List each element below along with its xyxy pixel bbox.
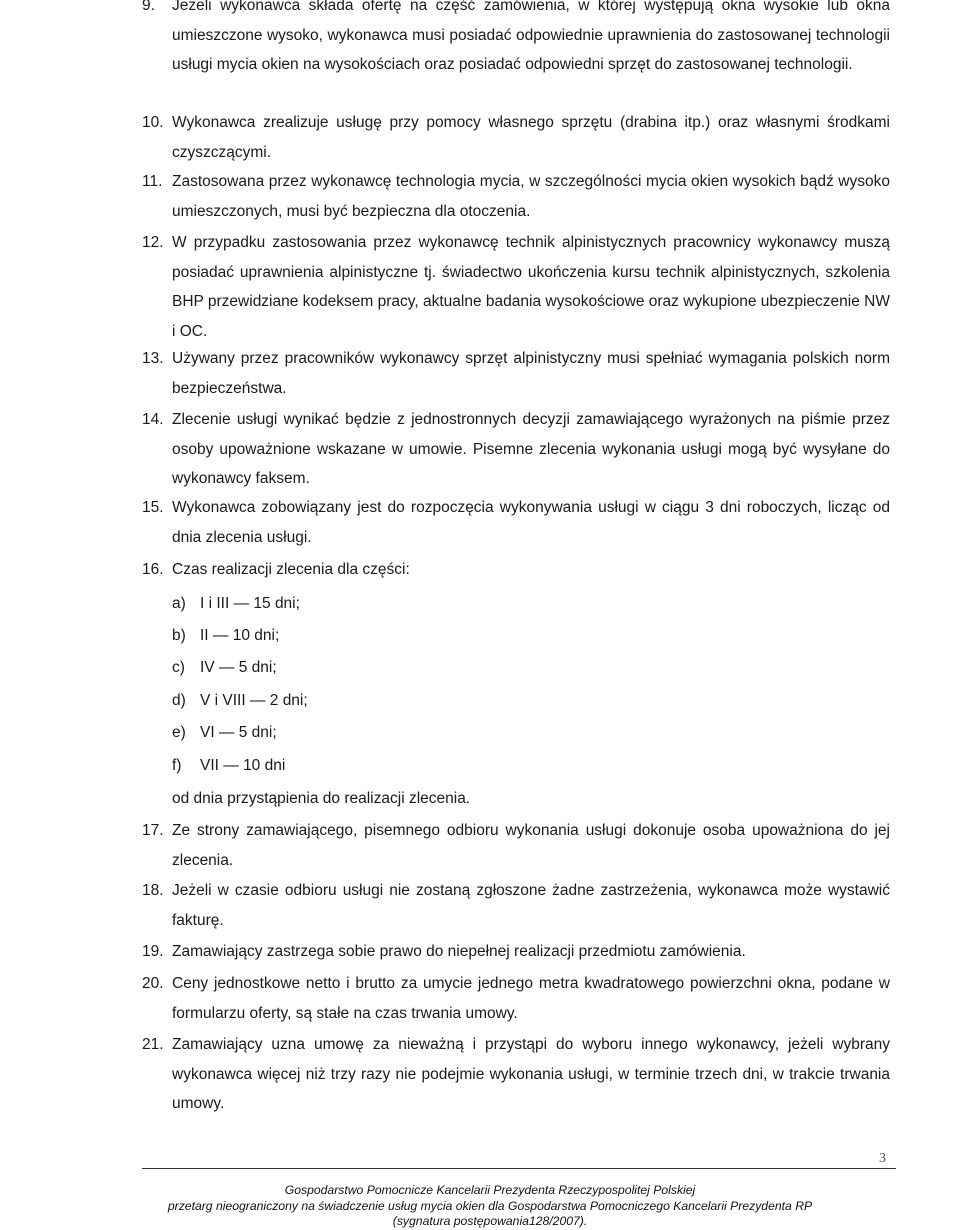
list-item-16	[142, 555, 890, 585]
sublist-item-e	[172, 718, 277, 748]
item-number: 17.	[142, 822, 164, 839]
item-text: Zastosowana przez wykonawcę technologia mycia, w szczególności mycia okien wysokich bądź wysoko umieszczonych, musi być bezpieczna dla otoczenia.	[172, 173, 890, 220]
item-text: Używany przez pracowników wykonawcy sprzęt alpinistyczny musi spełniać wymagania polskich norm bezpieczeństwa.	[172, 350, 890, 397]
list-item-20	[142, 969, 890, 1028]
item-text: Jeżeli wykonawca składa ofertę na część zamówienia, w której występują okna wysokie lub okna umieszczone wysoko, wykonawca musi posiadać odpowiednie uprawnienia do zastosowanej technologii usługi mycia okien na wysokościach oraz posiadać odpowiedni sprzęt do zastosowanej technologii.	[172, 0, 890, 74]
item-text: Ze strony zamawiającego, pisemnego odbioru wykonania usługi dokonuje osoba upoważniona do jej zlecenia.	[172, 822, 890, 869]
item-text: Wykonawca zobowiązany jest do rozpoczęcia wykonywania usługi w ciągu 3 dni roboczych, licząc od dnia zlecenia usługi.	[172, 499, 890, 546]
item-text: Zlecenie usługi wynikać będzie z jednostronnych decyzji zamawiającego wyrażonych na piśmie przez osoby upoważnione wskazane w umowie. Pisemne zlecenia wykonania usługi mogą być wysyłane do wykonawcy faksem.	[172, 411, 890, 488]
sublist-letter: b)	[172, 627, 186, 644]
item-text: Zamawiający uzna umowę za nieważną i przystąpi do wyboru innego wykonawcy, jeżeli wybrany wykonawca więcej niż trzy razy nie podejmie wykonania usługi, w terminie trzech dni, w trakcie trwania umowy.	[172, 1036, 890, 1113]
item-number: 9.	[142, 0, 155, 14]
list-item-14	[142, 405, 890, 494]
list-item-18	[142, 876, 890, 935]
sublist-text: I i III — 15 dni;	[200, 595, 300, 612]
item-number: 15.	[142, 499, 164, 516]
list-item-21	[142, 1030, 890, 1119]
item-number: 20.	[142, 975, 164, 992]
sublist-letter: f)	[172, 757, 182, 774]
footer-line-tender: przetarg nieograniczony na świadczenie usług mycia okien dla Gospodarstwa Pomocniczego Kancelarii Prezydenta RP	[167, 1198, 813, 1213]
sublist-text: IV — 5 dni;	[200, 659, 277, 676]
sublist-item-c	[172, 653, 277, 683]
item-text: W przypadku zastosowania przez wykonawcę technik alpinistycznych pracownicy wykonawcy muszą posiadać uprawnienia alpinistyczne tj. świadectwo ukończenia kursu technik alpinistycznych, szkolenia BHP przewidziane kodeksem pracy, aktualne badania wysokościowe oraz wykupione ubezpieczenie NW i OC.	[172, 234, 890, 340]
item-number: 19.	[142, 943, 164, 960]
sublist-text: V i VIII — 2 dni;	[200, 692, 308, 709]
list-item-17	[142, 816, 890, 875]
item-number: 12.	[142, 234, 164, 251]
item-number: 16.	[142, 561, 164, 578]
sublist-item-f	[172, 751, 285, 781]
item-text: Ceny jednostkowe netto i brutto za umycie jednego metra kwadratowego powierzchni okna, podane w formularzu oferty, są stałe na czas trwania umowy.	[172, 975, 890, 1022]
item-number: 13.	[142, 350, 164, 367]
footer-divider	[142, 1168, 896, 1169]
item-text: Wykonawca zrealizuje usługę przy pomocy własnego sprzętu (drabina itp.) oraz własnymi środkami czyszczącymi.	[172, 114, 890, 161]
page-number: 3	[879, 1151, 886, 1166]
item-number: 18.	[142, 882, 164, 899]
page-footer	[130, 1183, 850, 1230]
sublist-text: II — 10 dni;	[200, 627, 280, 644]
sublist-text: VI — 5 dni;	[200, 724, 277, 741]
list-item-19	[142, 937, 890, 967]
sublist-letter: c)	[172, 659, 185, 676]
sublist-item-b	[172, 621, 279, 651]
sublist-letter: a)	[172, 595, 186, 612]
sublist-text: VII — 10 dni	[200, 757, 286, 774]
footer-line-organization: Gospodarstwo Pomocnicze Kancelarii Prezydenta Rzeczypospolitej Polskiej	[284, 1183, 696, 1197]
list-item-13	[142, 344, 890, 403]
item-number: 14.	[142, 411, 164, 428]
item-number: 11.	[142, 173, 163, 190]
list-item-10	[142, 108, 890, 167]
list-item-15	[142, 493, 890, 552]
item-number: 21.	[142, 1036, 164, 1053]
sublist-letter: e)	[172, 724, 186, 741]
item-text: Zamawiający zastrzega sobie prawo do niepełnej realizacji przedmiotu zamówienia.	[172, 943, 746, 960]
sublist-letter: d)	[172, 692, 186, 709]
item-text: Czas realizacji zlecenia dla części:	[172, 561, 410, 578]
list-item-11	[142, 167, 890, 226]
sublist-trailer: od dnia przystąpienia do realizacji zlecenia.	[172, 790, 471, 807]
sublist-item-d	[172, 686, 308, 716]
item-number: 10.	[142, 114, 164, 131]
footer-line-signature: (sygnatura postępowania128/2007).	[392, 1214, 588, 1228]
list-item-12	[142, 228, 890, 346]
list-item-9	[142, 0, 890, 80]
item-text: Jeżeli w czasie odbioru usługi nie zostaną zgłoszone żadne zastrzeżenia, wykonawca może wystawić fakturę.	[172, 882, 890, 929]
sublist-item-a	[172, 589, 300, 619]
